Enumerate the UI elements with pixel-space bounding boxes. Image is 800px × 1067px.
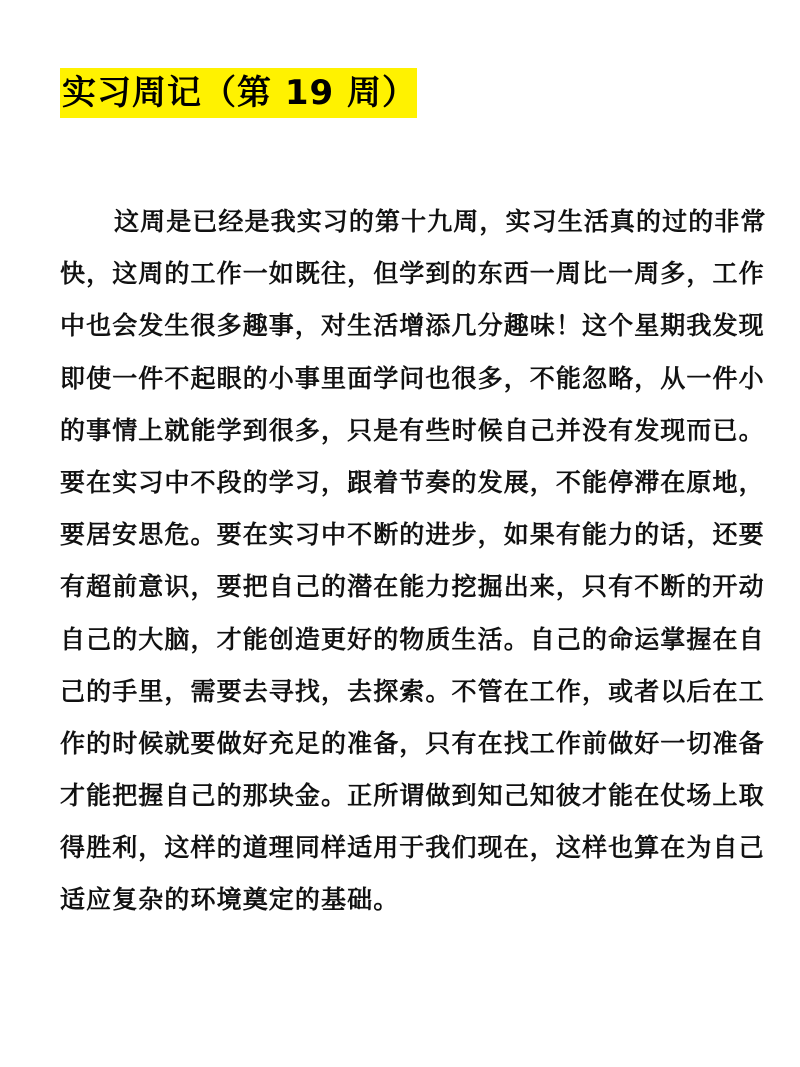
paragraph-line: 快，这周的工作一如既往，但学到的东西一周比一周多，工作	[60, 259, 765, 289]
title-highlight	[60, 68, 417, 118]
paragraph-line: 要在实习中不段的学习，跟着节奏的发展，不能停滞在原地，	[60, 467, 765, 497]
page-title: 实习周记（第 19 周）	[62, 73, 417, 113]
paragraph-line: 这周是已经是我实习的第十九周，实习生活真的过的非常	[114, 207, 767, 236]
paragraph-line: 得胜利，这样的道理同样适用于我们现在，这样也算在为自己	[60, 833, 765, 863]
paragraph-line: 的事情上就能学到很多，只是有些时候自己并没有发现而已。	[60, 415, 765, 445]
paragraph-line: 适应复杂的环境奠定的基础。	[60, 885, 400, 915]
paragraph-line: 自己的大脑，才能创造更好的物质生活。自己的命运掌握在自	[60, 624, 765, 654]
paragraph-line: 即使一件不起眼的小事里面学问也很多，不能忽略，从一件小	[60, 363, 765, 393]
paragraph-line: 作的时候就要做好充足的准备，只有在找工作前做好一切准备	[60, 728, 765, 758]
paragraph-line: 己的手里，需要去寻找，去探索。不管在工作，或者以后在工	[60, 676, 765, 706]
journal-paragraph	[60, 196, 772, 927]
paragraph-line: 要居安思危。要在实习中不断的进步，如果有能力的话，还要	[60, 520, 765, 550]
paragraph-line: 才能把握自己的那块金。正所谓做到知己知彼才能在仗场上取	[60, 781, 765, 811]
paragraph-line: 有超前意识，要把自己的潜在能力挖掘出来，只有不断的开动	[60, 572, 765, 602]
paragraph-line: 中也会发生很多趣事，对生活增添几分趣味！这个星期我发现	[60, 311, 765, 341]
